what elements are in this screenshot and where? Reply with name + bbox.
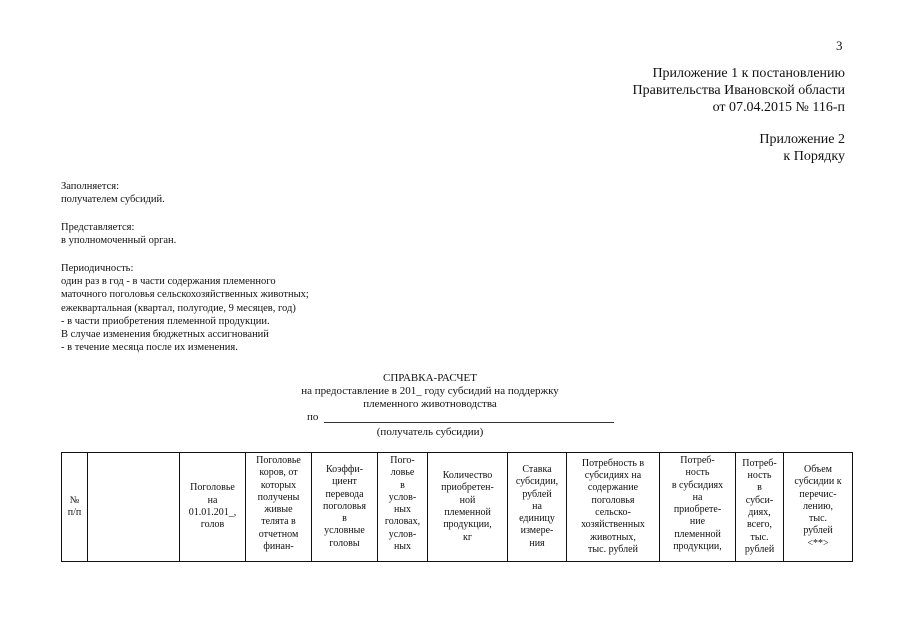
periodicity-block: [61, 262, 309, 354]
header-cell-conditional-heads: Пого- ловье в услов- ных головах, услов- ных: [378, 453, 428, 562]
subsidy-table: [61, 452, 853, 562]
recipient-blank-field: [324, 413, 614, 423]
header-cell-coefficient: Коэффи- циент перевода поголовья в условные головы: [312, 453, 378, 562]
appendix-2-line-2: к Порядку: [783, 149, 845, 164]
header-cell-need-purchase: Потреб- ность в субсидиях на приобрете- ние племенной продукции,: [660, 453, 736, 562]
header-cell-number: № п/п: [62, 453, 88, 562]
filled-by-label: Заполняется:: [61, 181, 119, 192]
header-cell-cows: Поголовье коров, от которых получены живые телята в отчетном финан-: [246, 453, 312, 562]
filled-by-value: получателем субсидий.: [61, 194, 165, 206]
recipient-line: [307, 411, 614, 423]
appendix-1-line-2: Правительства Ивановской области: [632, 83, 845, 98]
po-label: по: [307, 411, 319, 423]
header-cell-need-total: Потреб- ность в субси- диях, всего, тыс. рублей: [736, 453, 784, 562]
filled-by-block: [61, 180, 165, 206]
recipient-caption: (получатель субсидии): [376, 426, 484, 438]
appendix-2-header: [759, 131, 845, 165]
form-subtitle-1: на предоставление в 201_ году субсидий на поддержку: [301, 385, 559, 397]
header-cell-blank: [88, 453, 180, 562]
header-cell-quantity: Количество приобретен- ной племенной продукции, кг: [428, 453, 508, 562]
submitted-to-block: [61, 221, 176, 247]
periodicity-label: Периодичность:: [61, 263, 134, 274]
submitted-to-label: Представляется:: [61, 222, 135, 233]
appendix-1-header: [633, 65, 845, 116]
periodicity-line: маточного поголовья сельскохозяйственных животных;: [61, 289, 309, 301]
appendix-1-line-3: от 07.04.2015 № 116-п: [712, 100, 845, 115]
periodicity-line: - в части приобретения племенной продукции.: [61, 315, 270, 327]
periodicity-line: В случае изменения бюджетных ассигнований: [61, 329, 269, 341]
header-cell-rate: Ставка субсидии, рублей на единицу измере- ния: [508, 453, 567, 562]
form-subtitle-2: племенного животноводства: [363, 398, 497, 410]
periodicity-line: один раз в год - в части содержания племенного: [61, 276, 276, 288]
header-cell-transfer-volume: Объем субсидии к перечис- лению, тыс. рублей <**>: [784, 453, 853, 562]
appendix-2-line-1: Приложение 2: [759, 132, 845, 147]
appendix-1-line-1: Приложение 1 к постановлению: [652, 66, 845, 81]
page-number: 3: [836, 38, 843, 53]
table-header-row: [62, 453, 853, 562]
form-title: СПРАВКА-РАСЧЕТ: [383, 372, 477, 384]
periodicity-line: - в течение месяца после их изменения.: [61, 342, 238, 354]
header-cell-livestock: Поголовье на 01.01.201_, голов: [180, 453, 246, 562]
header-cell-need-maintenance: Потребность в субсидиях на содержание поголовья сельско- хозяйственных животных, тыс. рублей: [567, 453, 660, 562]
periodicity-line: ежеквартальная (квартал, полугодие, 9 месяцев, год): [61, 302, 296, 314]
submitted-to-value: в уполномоченный орган.: [61, 235, 177, 247]
